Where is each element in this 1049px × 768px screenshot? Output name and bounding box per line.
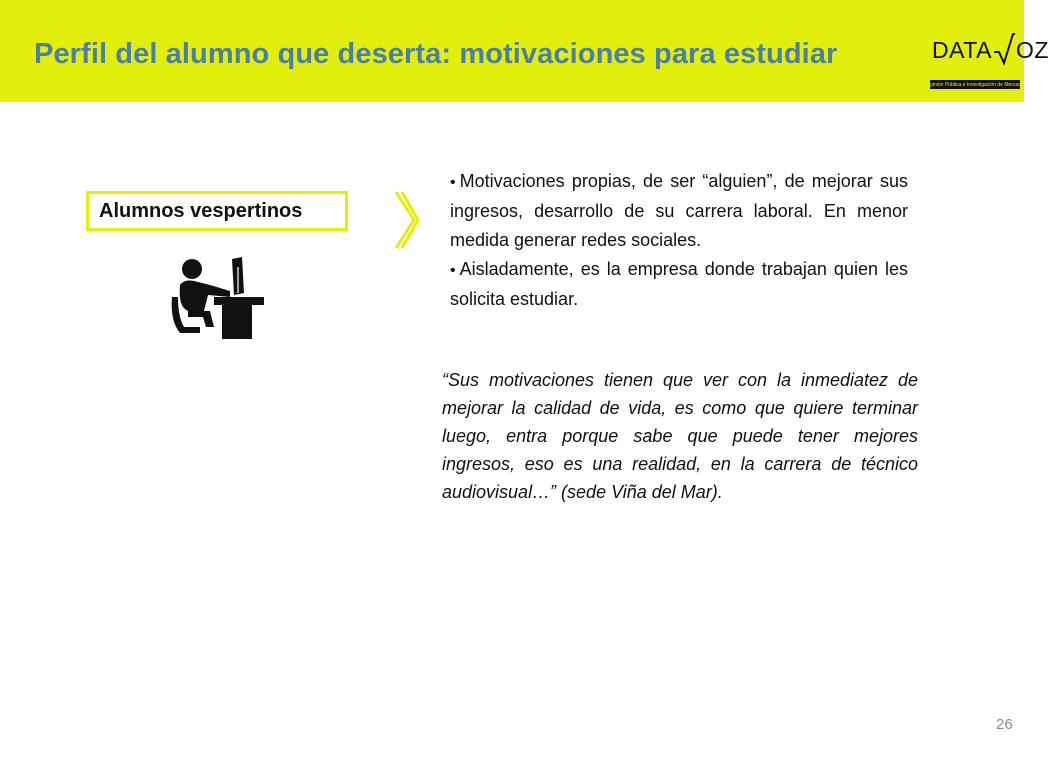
bullet-text: Motivaciones propias, de ser “alguien”, de mejorar sus ingresos, desarrollo de su carrera laboral. En menor medida generar redes sociales.	[450, 171, 908, 250]
logo-wordmark	[932, 32, 1049, 64]
bullet-item: • Motivaciones propias, de ser “alguien”, de mejorar sus ingresos, desarrollo de su carrera laboral. En menor medida generar redes sociales.	[450, 171, 908, 250]
slide-title: Perfil del alumno que deserta: motivaciones para estudiar	[34, 38, 838, 70]
logo-word-right: OZ	[1015, 37, 1049, 63]
interview-quote: “Sus motivaciones tienen que ver con la inmediatez de mejorar la calidad de vida, es como que quiere terminar luego, entra porque sabe que puede tener mejores ingresos, eso es una realidad, en la carrera de técnico audiovisual…” (sede Viña del Mar).	[442, 370, 918, 502]
logo-word-left: DATA	[932, 37, 992, 63]
motivation-bullet-list	[450, 167, 908, 314]
page-number: 26	[996, 716, 1013, 733]
radical-check-icon	[993, 32, 1015, 64]
bullet-text: Aisladamente, es la empresa donde trabajan quien les solicita estudiar.	[450, 259, 908, 309]
segment-label: Alumnos vespertinos	[86, 191, 348, 231]
logo-tagline: Opinión Pública e Investigación de Mercado	[926, 81, 1024, 88]
datavoz-logo	[926, 30, 1049, 90]
person-at-desk-icon	[170, 255, 266, 341]
slide-header	[0, 0, 1049, 102]
bullet-item: • Aisladamente, es la empresa donde trabajan quien les solicita estudiar.	[450, 259, 908, 309]
chevron-right-icon	[394, 190, 418, 250]
